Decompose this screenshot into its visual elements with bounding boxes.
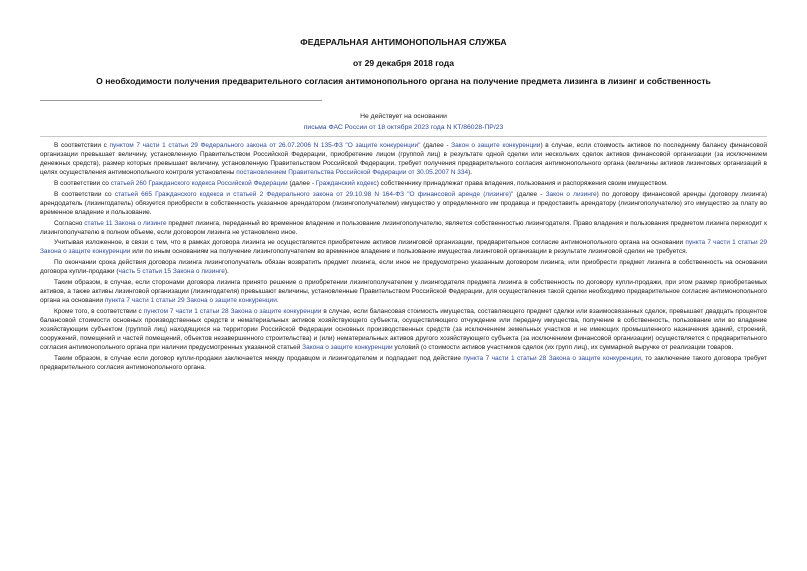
paragraph-text: Учитывая изложенное, в связи с тем, что в рамках договора лизинга не осуществляется приобретение активов лизинговой организации, предварительное согласие антимонопольного органа на основании xyxy=(54,239,686,247)
paragraph-text: Таким образом, в случае, если сторонами договора лизинга принято решение о приобретении лизингополучателем у лизингодателя предмета лизинга в собственность по договору купли-продажи, при этом размер приобретаемых активов, а также активы лизинговой организации (лизингодателя) превышают величины, установленные Правительством Российской Федерации, для осуществления такой сделки необходимо предварительное согласие антимонопольного органа на основании xyxy=(40,278,767,305)
paragraph-text: ) собственнику принадлежат права владения, пользования и распоряжения своим имуществом. xyxy=(376,179,668,187)
document-body xyxy=(40,141,767,374)
legal-reference-link[interactable]: статье 11 Закона о лизинге xyxy=(84,219,167,227)
paragraph-text: ) по договору финансовой аренды (договору лизинга) арендодатель (лизингодатель) обязуется приобрести в собственность указанное арендатором (лизингополучателем) имущество у определенного им продавца и предоставить арендатору (лизингополучателю) это имущество за плату во временное владение и пользование. xyxy=(40,190,767,216)
legal-reference-link[interactable]: часть 5 статьи 15 Закона о лизинге xyxy=(118,268,225,276)
legal-reference-link[interactable]: Гражданский кодекс xyxy=(315,179,377,187)
legal-reference-link[interactable]: Закон о защите конкуренции xyxy=(451,142,541,149)
body-paragraph xyxy=(40,179,767,188)
paragraph-text: Таким образом, в случае если договор купли-продажи заключается между продавцом и лизингодателем и подпадает под действие xyxy=(54,354,464,362)
body-paragraph xyxy=(40,278,767,305)
body-paragraph xyxy=(40,354,767,372)
status-reference-link[interactable]: письма ФАС России от 18 октября 2023 года N КТ/86028-ПР/23 xyxy=(303,124,504,131)
legal-reference-link[interactable]: Закон о лизинге xyxy=(545,190,597,198)
divider xyxy=(40,100,322,101)
paragraph-text: По окончании срока действия договора лизинга лизингополучатель обязан возвратить предмет лизинга, если иное не предусмотрено указанным договором лизинга, или приобрести предмет лизинга в собственность на основании договора купли-продажи ( xyxy=(40,259,767,276)
body-paragraph xyxy=(40,258,767,276)
paragraph-text: . xyxy=(276,297,279,305)
legal-reference-link[interactable]: статьей 665 Гражданского кодекса и статьей 2 Федерального закона от 29.10.98 N 164-ФЗ "О финансовой аренде (лизинге)" xyxy=(114,190,514,198)
paragraph-text: Согласно xyxy=(54,219,85,227)
status-notice: Не действует на основании xyxy=(360,113,447,120)
paragraph-text: ) в случае, если стоимость активов по последнему балансу финансовой организации превышает величину, установленную Правительством Российской Федерации, приобретение лицом (группой лиц) в результате одной сделки или нескольких сделок активов финансовой организации (за исключением денежных средств), размер которых превышает величину, установленную Правительством Российской Федерации, требует получения предварительного согласия антимонопольного органа (величины активов лизинговых организаций в целях осуществления антимонопольного контроля установлены xyxy=(40,142,768,177)
paragraph-text: ). xyxy=(468,169,473,177)
body-paragraph xyxy=(40,190,767,217)
paragraph-text: (далее - xyxy=(420,142,452,149)
legal-reference-link[interactable]: пункта 7 части 1 статьи 28 Закона о защите конкуренции xyxy=(463,354,641,362)
legal-reference-link[interactable]: постановлением Правительства Российской Федерации от 30.05.2007 N 334 xyxy=(236,169,469,177)
document-issuer-title: ФЕДЕРАЛЬНАЯ АНТИМОНОПОЛЬНАЯ СЛУЖБА xyxy=(300,37,507,47)
paragraph-text: , то заключение такого договора требует предварительного согласия антимонопольного органа. xyxy=(40,354,767,371)
paragraph-text: (далее - xyxy=(513,190,546,198)
paragraph-text: условий (о стоимости активов участников сделок (их групп лиц), их суммарной выручке от реализации товаров. xyxy=(392,344,734,352)
legal-reference-link[interactable]: пункта 7 части 1 статьи 29 Закона о защите конкуренции xyxy=(104,297,277,305)
body-paragraph xyxy=(40,141,767,177)
legal-reference-link[interactable]: пунктом 7 части 1 статьи 29 Федерального закона от 26.07.2006 N 135-ФЗ "О защите конкуренции" xyxy=(109,142,421,149)
body-paragraph xyxy=(40,238,767,256)
paragraph-text: Кроме того, в соответствии с xyxy=(54,307,144,315)
legal-reference-link[interactable]: статьей 260 Гражданского кодекса Российской Федерации xyxy=(110,179,288,187)
paragraph-text: В соответствии со xyxy=(54,179,111,187)
paragraph-text: В соответствии со xyxy=(54,190,115,198)
legal-reference-link[interactable]: пунктом 7 части 1 статьи 28 Закона о защите конкуренции xyxy=(143,307,322,315)
paragraph-text: предмет лизинга, переданный во временное владение и пользование лизингополучателю, является собственностью лизингодателя. Право владения и пользования предметом лизинга переходит к лизингополучателю в полном объеме, если договором лизинга не установлено иное. xyxy=(40,219,767,236)
divider xyxy=(40,136,767,137)
legal-reference-link[interactable]: Закона о защите конкуренции xyxy=(302,344,393,352)
paragraph-text: ). xyxy=(224,268,229,276)
body-paragraph xyxy=(40,307,767,352)
legal-reference-link[interactable]: пункта 7 части 1 статьи 29 Закона о защите конкуренции xyxy=(40,239,767,256)
document-subject: О необходимости получения предварительного согласия антимонопольного органа на получение предмета лизинга в лизинг и собственность xyxy=(96,76,711,86)
paragraph-text: или по иным основаниям на получение лизингополучателем во временное владение и пользование имущества лизинговой организации в результате лизинговой сделки не требуется. xyxy=(130,248,688,256)
paragraph-text: в случае, если балансовая стоимость имущества, составляющего предмет сделки или взаимосвязанных сделок, превышает двадцать процентов балансовой стоимости основных производственных средств и нематериальных активов хозяйствующего субъекта, осуществляющего отчуждение или передачу имущества, получение в собственность, пользование или во владение хозяйствующим субъектом (группой лиц) находящихся на территории Российской Федерации основных производственных средств (за исключением земельных участков и не имеющих промышленного назначения зданий, строений, сооружений, помещений и частей помещений, объектов незавершенного строительства) и (или) нематериальных активов другого хозяйствующего субъекта (за исключением финансовой организации) осуществляется с предварительного согласия антимонопольного органа при наличии предусмотренных указанной статьей xyxy=(40,307,767,352)
paragraph-text: В соответствии с xyxy=(54,142,110,149)
document-date: от 29 декабря 2018 года xyxy=(352,58,455,68)
body-paragraph xyxy=(40,219,767,237)
paragraph-text: (далее - xyxy=(287,179,316,187)
